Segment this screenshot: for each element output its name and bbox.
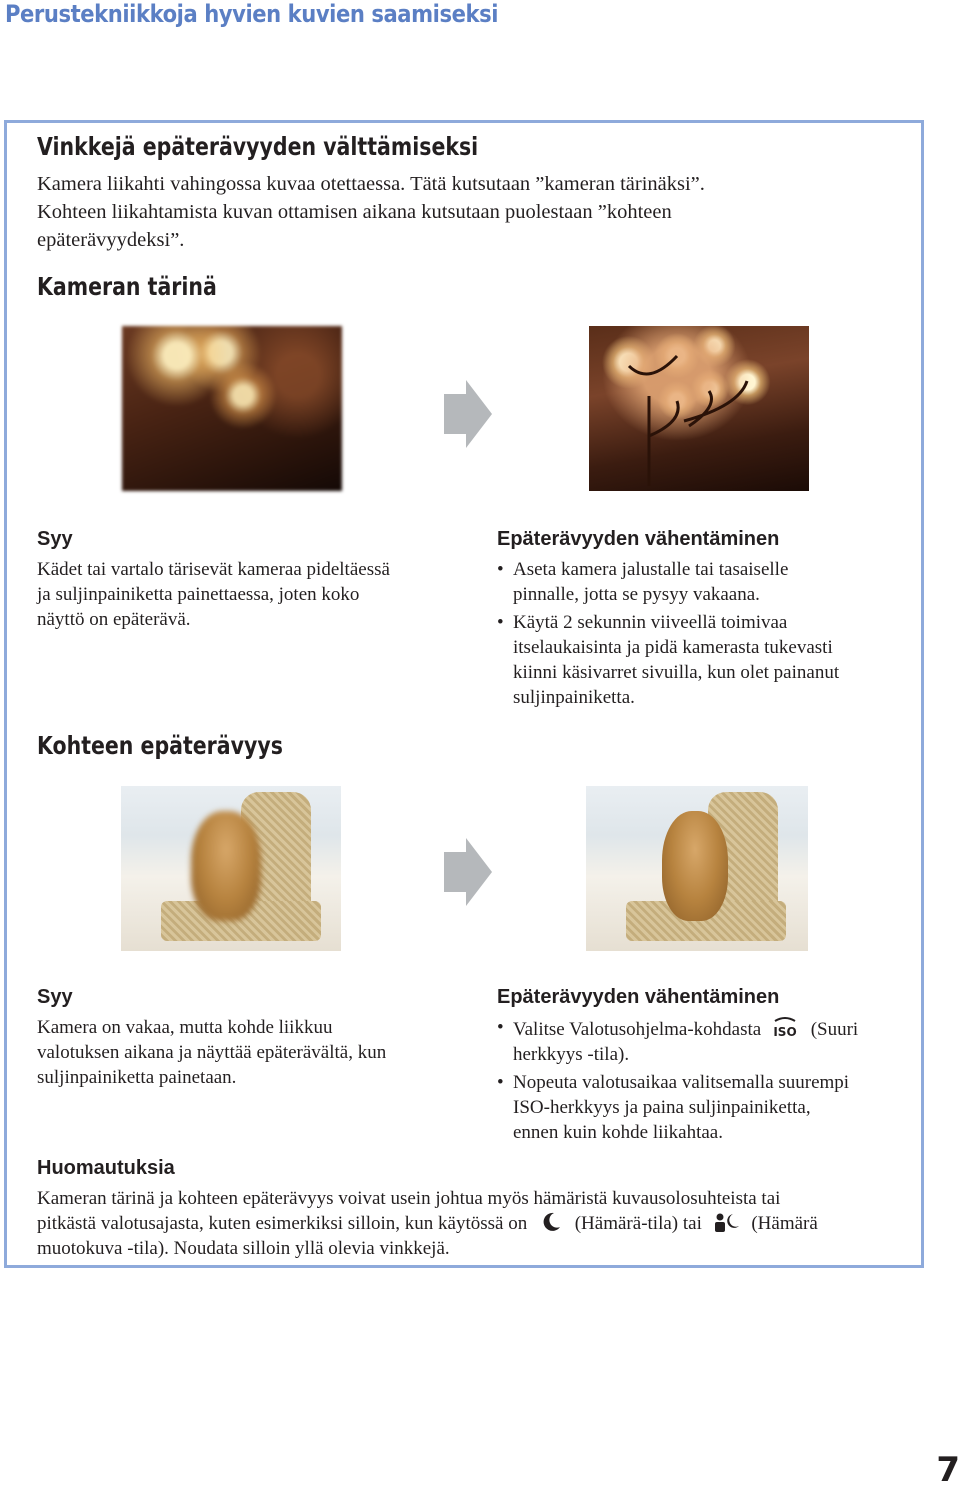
- camera-shake-fix-label: Epäterävyyden vähentäminen: [497, 528, 780, 550]
- arrow-right-icon: [444, 380, 492, 448]
- cause-line: Kamera on vakaa, mutta kohde liikkuu: [37, 1017, 333, 1038]
- subject-blur-fix-list: [497, 1015, 917, 1148]
- camera-shake-fix-list: [497, 557, 917, 713]
- subject-blur-cause-text: [37, 1015, 457, 1090]
- intro-line: epäterävyydeksi”.: [37, 229, 185, 251]
- notes-text: [37, 1186, 907, 1261]
- cause-line: Kädet tai vartalo tärisevät kameraa pideltäessä: [37, 559, 390, 580]
- cause-line: valotuksen aikana ja näyttää epäterävältä, kun: [37, 1042, 387, 1063]
- list-item: • Valitse Valotusohjelma-kohdasta ISO (Suuri herkkyys -tila).: [497, 1017, 859, 1065]
- page-header: Perustekniikkoja hyvien kuvien saamiseksi: [5, 0, 499, 28]
- list-item: • Nopeuta valotusaikaa valitsemalla suurempi ISO-herkkyys ja paina suljinpainiketta, ennen kuin kohde liikahtaa.: [497, 1072, 850, 1143]
- page-number: 7: [936, 1450, 960, 1490]
- list-item: • Käytä 2 sekunnin viiveellä toimivaa itselaukaisinta ja pidä kamerasta tukevasti kiinni käsivarret sivuilla, kun olet painanut suljinpainiketta.: [497, 612, 840, 708]
- twilight-moon-icon: [540, 1211, 562, 1233]
- twilight-portrait-icon: [713, 1211, 741, 1233]
- intro-line: Kamera liikahti vahingossa kuvaa otettaessa. Tätä kutsutaan ”kameran tärinäksi”.: [37, 173, 705, 195]
- list-item: • Aseta kamera jalustalle tai tasaiselle pinnalle, jotta se pysyy vakaana.: [497, 559, 789, 605]
- blurred-lamp-photo: [122, 326, 342, 491]
- subject-blur-heading: Kohteen epäterävyys: [37, 731, 283, 760]
- blurred-dog-photo: [121, 786, 341, 951]
- svg-text:ISO: ISO: [773, 1025, 797, 1039]
- cause-line: ja suljinpainiketta painettaessa, joten koko: [37, 584, 360, 605]
- notes-line: muotokuva -tila). Noudata silloin yllä olevia vinkkejä.: [37, 1238, 450, 1259]
- cause-line: näyttö on epäterävä.: [37, 609, 191, 630]
- camera-shake-cause-text: [37, 557, 457, 632]
- arrow-right-icon: [444, 838, 492, 906]
- intro-line: Kohteen liikahtamista kuvan ottamisen aikana kutsutaan puolestaan ”kohteen: [37, 201, 672, 223]
- camera-shake-cause-label: Syy: [37, 528, 73, 550]
- sharp-lamp-photo: [589, 326, 809, 491]
- notes-line: pitkästä valotusajasta, kuten esimerkiksi silloin, kun käytössä on (Hämärä-tila) tai (Hämärä: [37, 1213, 818, 1234]
- sharp-dog-photo: [586, 786, 808, 951]
- camera-shake-heading: Kameran tärinä: [37, 272, 217, 301]
- iso-high-sensitivity-icon: [772, 1015, 798, 1039]
- subject-blur-fix-label: Epäterävyyden vähentäminen: [497, 986, 780, 1008]
- cause-line: suljinpainiketta painetaan.: [37, 1067, 237, 1088]
- section-heading: Vinkkejä epäterävyyden välttämiseksi: [37, 132, 479, 161]
- intro-text: [37, 170, 897, 254]
- notes-heading: Huomautuksia: [37, 1157, 175, 1179]
- notes-line: Kameran tärinä ja kohteen epäterävyys voivat usein johtua myös hämäristä kuvausolosuhteista tai: [37, 1188, 781, 1209]
- subject-blur-cause-label: Syy: [37, 986, 73, 1008]
